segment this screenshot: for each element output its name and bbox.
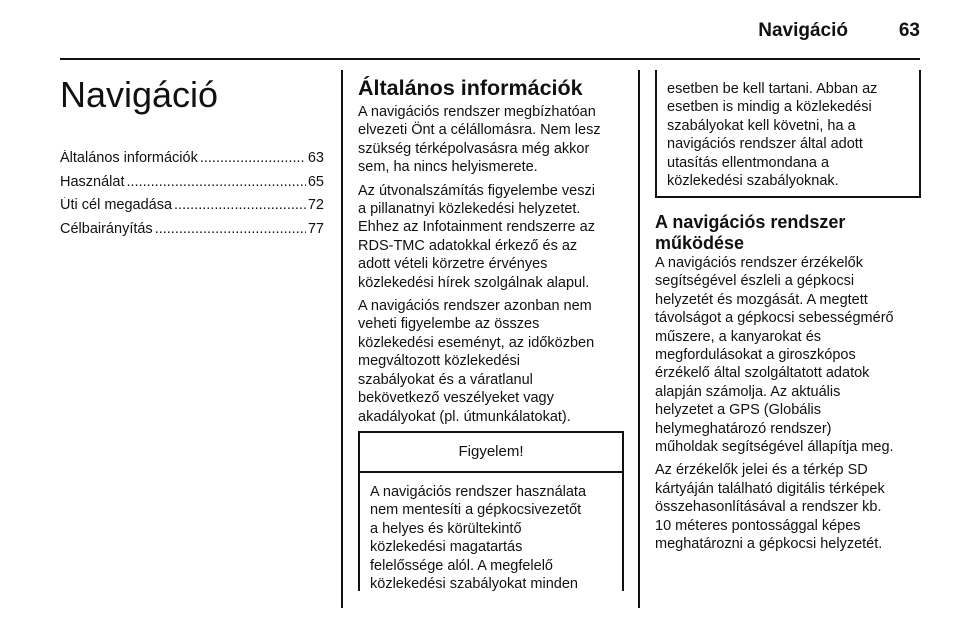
text-line: helyzetét és mozgását. A megtett xyxy=(655,291,868,308)
warning-box xyxy=(358,431,624,591)
text-line: megfordulásokat a giroszkópos xyxy=(655,347,856,364)
text-line: veheti figyelembe az összes xyxy=(358,316,540,333)
toc-leader-dots xyxy=(126,174,305,190)
paragraph xyxy=(655,254,921,456)
text-line: nem mentesíti a gépkocsivezetőt xyxy=(370,502,582,519)
page-number: 63 xyxy=(898,20,920,41)
text-line: közlekedési szabályoknak. xyxy=(667,173,839,190)
page-header xyxy=(0,0,960,50)
text-line: helyzetet a GPS (Globális xyxy=(655,402,822,419)
general-info-section xyxy=(358,76,624,426)
text-line: kártyáján található digitális térképek xyxy=(655,480,885,497)
text-line: szükség térképolvasásra még akkor xyxy=(358,140,590,157)
text-line: közlekedési eseményt, az időközben xyxy=(358,334,595,351)
toc-entry[interactable] xyxy=(60,150,324,174)
toc-entry-label: Úti cél megadása xyxy=(60,197,173,214)
section-heading xyxy=(655,212,921,254)
toc-entry-page: 77 xyxy=(307,220,324,237)
heading-line: működése xyxy=(655,233,745,253)
text-line: A navigációs rendszer azonban nem xyxy=(358,298,592,315)
toc-entry[interactable] xyxy=(60,221,324,245)
text-line: bekövetkező veszélyeket vagy xyxy=(358,390,554,407)
toc-entry-page: 65 xyxy=(307,173,324,190)
text-line: utasítás ellentmondana a xyxy=(667,154,830,171)
text-line: szabályokat és a váratlanul xyxy=(358,371,533,388)
toc-entry-label: Célbairányítás xyxy=(60,220,153,237)
column-divider-right xyxy=(638,70,640,608)
heading-line: A navigációs rendszer xyxy=(655,212,846,232)
column-divider-left xyxy=(341,70,343,608)
text-line: műholdak segítségével állapítja meg. xyxy=(655,439,894,456)
text-line: A navigációs rendszer megbízhatóan xyxy=(358,104,596,120)
text-line: közlekedési magatartás xyxy=(370,539,523,556)
text-line: közlekedési hírek szolgálnak alapul. xyxy=(358,274,590,291)
text-line: helymeghatározó rendszer) xyxy=(655,420,832,437)
text-line: alapján számolja. Az aktuális xyxy=(655,383,841,400)
text-line: navigációs rendszer által adott xyxy=(667,136,863,153)
paragraph xyxy=(358,182,624,292)
text-line: érzékelő által szolgáltatott adatok xyxy=(655,365,870,382)
text-line: felelőssége alól. A megfelelő xyxy=(370,557,553,574)
header-rule xyxy=(60,58,920,60)
toc-leader-dots xyxy=(155,221,306,237)
warning-text xyxy=(657,70,919,190)
text-line: Az útvonalszámítás figyelembe veszi xyxy=(358,182,595,199)
text-line: 10 méteres pontossággal képes xyxy=(655,517,861,534)
text-line: közlekedési szabályokat minden xyxy=(370,576,578,593)
text-line: műszere, a kanyarokat és xyxy=(655,328,822,345)
operation-section xyxy=(655,212,921,554)
text-line: a helyes és körültekintő xyxy=(370,520,522,537)
text-line: esetben be kell tartani. Abban az xyxy=(667,81,878,97)
section-heading: Általános információk xyxy=(358,76,583,100)
toc-entry-page: 63 xyxy=(307,150,324,166)
warning-text xyxy=(360,473,622,593)
text-line: szabályokat kell követni, ha a xyxy=(667,117,856,134)
running-header-title: Navigáció xyxy=(758,20,848,41)
text-line: A navigációs rendszer érzékelők xyxy=(655,255,863,271)
text-line: adott vételi körzetre érvényes xyxy=(358,256,548,273)
paragraph xyxy=(358,297,624,426)
toc-entry[interactable] xyxy=(60,197,324,221)
text-line: segítségével észleli a gépkocsi xyxy=(655,273,855,290)
toc-entry-label: Általános információk xyxy=(60,150,198,166)
text-line: RDS-TMC adatokkal érkező és az xyxy=(358,237,578,254)
toc-leader-dots xyxy=(174,197,306,213)
warning-box-continued xyxy=(655,70,921,198)
text-line: a pillanatnyi közlekedési helyzetet. xyxy=(358,201,581,218)
paragraph xyxy=(655,461,921,553)
text-line: összehasonlításával a rendszer kb. xyxy=(655,499,882,516)
text-line: akadályokat (pl. útmunkálatokat). xyxy=(358,408,571,425)
warning-heading: Figyelem! xyxy=(360,433,622,473)
text-line: elvezeti Önt a célállomásra. Nem lesz xyxy=(358,122,601,139)
toc-entry-page: 72 xyxy=(307,197,324,214)
text-line: meghatározni a gépkocsi helyzetét. xyxy=(655,536,883,553)
text-line: sem, ha nincs helyismerete. xyxy=(358,159,538,176)
text-line: távolságot a gépkocsi sebességmérő xyxy=(655,310,894,327)
toc-leader-dots xyxy=(200,150,306,166)
chapter-title: Navigáció xyxy=(60,74,219,115)
text-line: esetben is mindig a közlekedési xyxy=(667,99,872,116)
paragraph xyxy=(358,103,624,177)
text-line: Az érzékelők jelei és a térkép SD xyxy=(655,462,868,479)
toc-entry[interactable] xyxy=(60,174,324,198)
text-line: Ehhez az Infotainment rendszerre az xyxy=(358,219,595,236)
toc-entry-label: Használat xyxy=(60,173,125,190)
text-line: A navigációs rendszer használata xyxy=(370,484,587,500)
table-of-contents xyxy=(60,150,324,244)
text-line: megváltozott közlekedési xyxy=(358,353,520,370)
